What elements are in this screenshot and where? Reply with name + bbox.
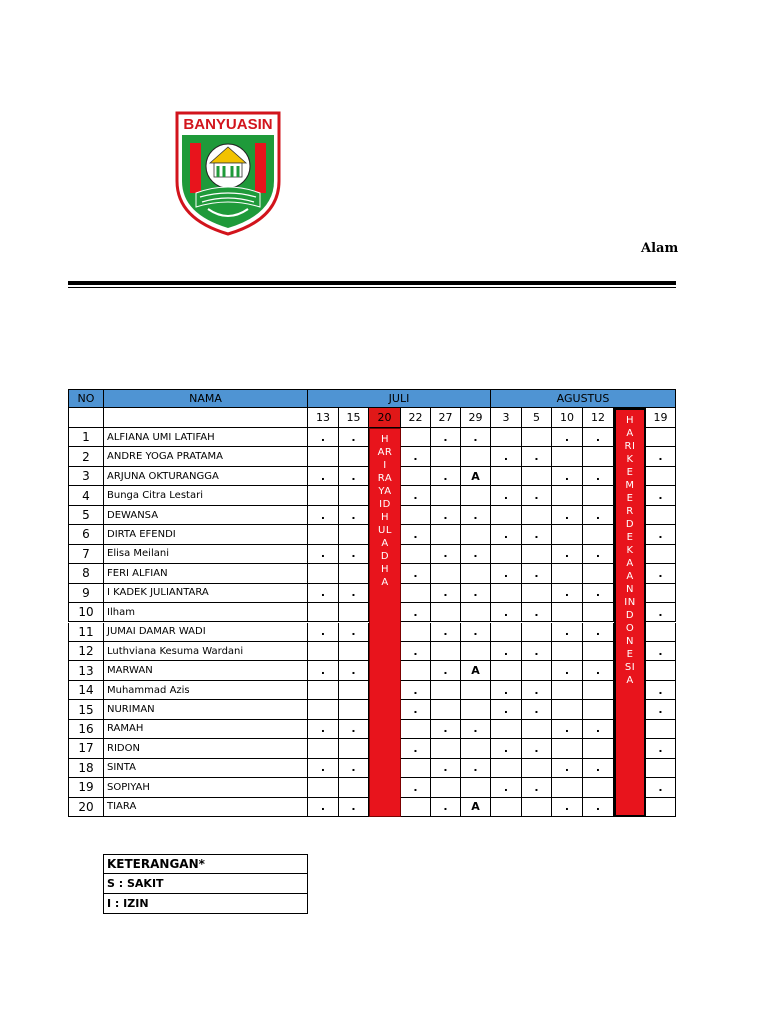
attendance-cell: . xyxy=(431,428,461,447)
row-number: 19 xyxy=(68,778,104,797)
holiday-letter: O xyxy=(625,623,635,634)
attendance-cell xyxy=(646,720,676,739)
holiday-letter: D xyxy=(625,610,635,621)
attendance-cell: . xyxy=(308,623,339,642)
student-name: Luthviana Kesuma Wardani xyxy=(104,642,308,661)
attendance-cell xyxy=(431,525,461,544)
attendance-cell: . xyxy=(308,545,339,564)
legend-item: S : SAKIT xyxy=(103,874,308,894)
attendance-cell: . xyxy=(491,447,522,466)
attendance-cell: . xyxy=(583,798,614,817)
attendance-cell xyxy=(461,681,491,700)
attendance-cell xyxy=(461,778,491,797)
attendance-cell xyxy=(431,739,461,758)
attendance-cell xyxy=(308,525,339,544)
attendance-cell: . xyxy=(552,545,583,564)
attendance-cell: . xyxy=(339,467,369,486)
attendance-cell xyxy=(339,739,369,758)
attendance-cell xyxy=(308,564,339,583)
header-no-blank xyxy=(68,408,104,428)
attendance-cell xyxy=(491,798,522,817)
attendance-cell: . xyxy=(431,506,461,525)
row-number: 3 xyxy=(68,467,104,486)
attendance-cell xyxy=(401,720,431,739)
attendance-cell xyxy=(308,603,339,622)
logo-text: BANYUASIN xyxy=(183,116,273,133)
day-header: 29 xyxy=(461,408,491,428)
attendance-cell: . xyxy=(522,642,552,661)
attendance-cell: . xyxy=(461,720,491,739)
attendance-cell: . xyxy=(461,428,491,447)
student-name: I KADEK JULIANTARA xyxy=(104,584,308,603)
holiday-letter: N xyxy=(626,636,634,647)
attendance-cell xyxy=(491,720,522,739)
attendance-cell: . xyxy=(646,700,676,719)
attendance-cell: . xyxy=(522,778,552,797)
holiday-letter: YA xyxy=(378,486,392,497)
attendance-cell xyxy=(308,681,339,700)
attendance-cell xyxy=(401,623,431,642)
attendance-cell xyxy=(583,739,614,758)
attendance-cell: . xyxy=(646,603,676,622)
attendance-cell: . xyxy=(401,700,431,719)
attendance-cell: . xyxy=(401,778,431,797)
holiday-letter: K xyxy=(626,545,634,556)
attendance-cell: . xyxy=(646,564,676,583)
student-name: RIDON xyxy=(104,739,308,758)
attendance-cell: . xyxy=(401,486,431,505)
attendance-cell: . xyxy=(522,681,552,700)
attendance-cell: . xyxy=(583,623,614,642)
attendance-cell xyxy=(308,739,339,758)
attendance-cell xyxy=(522,623,552,642)
attendance-cell xyxy=(552,603,583,622)
holiday-letter: AR xyxy=(377,447,393,458)
day-header: 20 xyxy=(369,408,401,428)
attendance-cell xyxy=(491,467,522,486)
holiday-kemerdekaan-column xyxy=(614,408,646,817)
attendance-cell xyxy=(461,447,491,466)
day-header: 5 xyxy=(522,408,552,428)
attendance-cell xyxy=(401,506,431,525)
attendance-cell: A xyxy=(461,661,491,680)
attendance-cell: . xyxy=(401,603,431,622)
attendance-cell xyxy=(646,506,676,525)
attendance-cell xyxy=(646,623,676,642)
holiday-letter: IN xyxy=(624,597,636,608)
attendance-cell: . xyxy=(583,661,614,680)
attendance-cell xyxy=(431,447,461,466)
attendance-cell xyxy=(401,428,431,447)
attendance-cell: . xyxy=(552,428,583,447)
student-name: Ilham xyxy=(104,603,308,622)
attendance-cell: . xyxy=(308,467,339,486)
row-number: 6 xyxy=(68,525,104,544)
attendance-cell: . xyxy=(646,681,676,700)
attendance-cell: . xyxy=(339,798,369,817)
attendance-cell: . xyxy=(552,798,583,817)
attendance-cell: . xyxy=(339,545,369,564)
attendance-cell xyxy=(552,564,583,583)
attendance-cell xyxy=(431,642,461,661)
attendance-cell xyxy=(583,700,614,719)
row-number: 14 xyxy=(68,681,104,700)
attendance-cell: . xyxy=(646,486,676,505)
holiday-letter: N xyxy=(626,584,634,595)
holiday-letter: E xyxy=(626,467,634,478)
attendance-cell xyxy=(646,661,676,680)
attendance-cell xyxy=(461,700,491,719)
day-header: 3 xyxy=(491,408,522,428)
attendance-cell xyxy=(401,467,431,486)
attendance-cell: . xyxy=(522,486,552,505)
attendance-cell: . xyxy=(339,428,369,447)
holiday-letter: H xyxy=(380,434,390,445)
attendance-cell xyxy=(308,486,339,505)
attendance-cell xyxy=(461,486,491,505)
day-header: 19 xyxy=(646,408,676,428)
attendance-cell xyxy=(522,545,552,564)
attendance-cell xyxy=(308,447,339,466)
attendance-cell: . xyxy=(339,584,369,603)
attendance-cell: . xyxy=(583,545,614,564)
attendance-cell: A xyxy=(461,798,491,817)
attendance-cell xyxy=(522,798,552,817)
student-name: TIARA xyxy=(104,798,308,817)
holiday-letter: H xyxy=(625,415,635,426)
attendance-cell: . xyxy=(552,623,583,642)
attendance-cell xyxy=(339,642,369,661)
attendance-cell xyxy=(552,700,583,719)
attendance-cell xyxy=(461,525,491,544)
attendance-cell: . xyxy=(491,739,522,758)
holiday-letter: I xyxy=(383,460,387,471)
student-name: ANDRE YOGA PRATAMA xyxy=(104,447,308,466)
attendance-cell xyxy=(491,428,522,447)
attendance-cell: . xyxy=(431,584,461,603)
day-header: 22 xyxy=(401,408,431,428)
holiday-letter: E xyxy=(626,493,634,504)
attendance-cell xyxy=(339,603,369,622)
attendance-cell xyxy=(552,525,583,544)
attendance-cell xyxy=(646,545,676,564)
holiday-letter: D xyxy=(380,551,390,562)
attendance-cell xyxy=(646,798,676,817)
row-number: 2 xyxy=(68,447,104,466)
attendance-cell xyxy=(491,545,522,564)
attendance-cell: . xyxy=(431,759,461,778)
attendance-cell: . xyxy=(552,720,583,739)
attendance-cell xyxy=(491,506,522,525)
attendance-cell: . xyxy=(646,642,676,661)
student-name: DIRTA EFENDI xyxy=(104,525,308,544)
row-number: 10 xyxy=(68,603,104,622)
attendance-cell: . xyxy=(431,661,461,680)
row-number: 17 xyxy=(68,739,104,758)
student-name: JUMAI DAMAR WADI xyxy=(104,623,308,642)
holiday-letter: A xyxy=(381,577,389,588)
attendance-cell: . xyxy=(461,759,491,778)
attendance-cell xyxy=(552,681,583,700)
attendance-cell: . xyxy=(308,798,339,817)
attendance-cell xyxy=(583,603,614,622)
attendance-cell xyxy=(401,759,431,778)
attendance-cell xyxy=(401,798,431,817)
row-number: 1 xyxy=(68,428,104,447)
attendance-cell: . xyxy=(308,720,339,739)
attendance-cell: . xyxy=(491,525,522,544)
attendance-cell xyxy=(431,681,461,700)
student-name: RAMAH xyxy=(104,720,308,739)
legend-title: KETERANGAN* xyxy=(103,854,308,874)
attendance-cell: . xyxy=(522,564,552,583)
attendance-cell: . xyxy=(522,525,552,544)
attendance-cell: . xyxy=(491,564,522,583)
attendance-cell: . xyxy=(646,778,676,797)
attendance-cell xyxy=(522,720,552,739)
legend-item: I : IZIN xyxy=(103,894,308,914)
attendance-cell xyxy=(552,642,583,661)
attendance-cell xyxy=(431,778,461,797)
attendance-cell xyxy=(339,778,369,797)
attendance-cell xyxy=(646,467,676,486)
attendance-cell: . xyxy=(522,447,552,466)
attendance-cell xyxy=(522,428,552,447)
attendance-cell: . xyxy=(583,759,614,778)
attendance-cell xyxy=(522,661,552,680)
attendance-cell: . xyxy=(461,506,491,525)
attendance-cell: . xyxy=(522,700,552,719)
attendance-cell: . xyxy=(646,447,676,466)
attendance-cell xyxy=(308,778,339,797)
holiday-letter: A xyxy=(381,538,389,549)
student-name: SOPIYAH xyxy=(104,778,308,797)
attendance-cell: . xyxy=(431,798,461,817)
row-number: 12 xyxy=(68,642,104,661)
attendance-cell xyxy=(583,486,614,505)
attendance-cell: . xyxy=(491,642,522,661)
day-header: 27 xyxy=(431,408,461,428)
attendance-cell xyxy=(339,486,369,505)
attendance-cell: . xyxy=(646,739,676,758)
attendance-cell: . xyxy=(583,720,614,739)
attendance-cell: . xyxy=(552,661,583,680)
day-header: 12 xyxy=(583,408,614,428)
attendance-cell: . xyxy=(461,584,491,603)
attendance-cell: . xyxy=(461,545,491,564)
attendance-cell xyxy=(401,545,431,564)
attendance-cell xyxy=(491,584,522,603)
holiday-letter: H xyxy=(380,512,390,523)
attendance-cell: . xyxy=(491,700,522,719)
row-number: 16 xyxy=(68,720,104,739)
attendance-cell: . xyxy=(491,486,522,505)
student-name: DEWANSA xyxy=(104,506,308,525)
day-header: 13 xyxy=(308,408,339,428)
attendance-cell: . xyxy=(308,661,339,680)
holiday-letter: SI xyxy=(624,662,636,673)
attendance-cell xyxy=(522,584,552,603)
attendance-cell: . xyxy=(552,584,583,603)
day-header: 10 xyxy=(552,408,583,428)
holiday-letter: RI xyxy=(624,441,636,452)
student-name: Elisa Meilani xyxy=(104,545,308,564)
holiday-letter: RA xyxy=(377,473,393,484)
header-name: NAMA xyxy=(104,389,308,408)
attendance-cell: . xyxy=(339,720,369,739)
attendance-cell xyxy=(583,525,614,544)
attendance-cell xyxy=(461,642,491,661)
student-name: SINTA xyxy=(104,759,308,778)
row-number: 15 xyxy=(68,700,104,719)
attendance-cell xyxy=(461,739,491,758)
attendance-cell xyxy=(646,759,676,778)
holiday-letter: UL xyxy=(378,525,392,536)
attendance-cell: . xyxy=(339,506,369,525)
attendance-cell: . xyxy=(401,564,431,583)
attendance-cell xyxy=(339,525,369,544)
header-month-agustus: AGUSTUS xyxy=(491,389,676,408)
attendance-cell: . xyxy=(646,525,676,544)
student-name: MARWAN xyxy=(104,661,308,680)
attendance-cell xyxy=(461,603,491,622)
holiday-letter: A xyxy=(626,428,634,439)
row-number: 13 xyxy=(68,661,104,680)
attendance-cell: . xyxy=(522,739,552,758)
attendance-cell: . xyxy=(308,428,339,447)
holiday-letter: ID xyxy=(379,499,391,510)
attendance-cell xyxy=(522,506,552,525)
attendance-cell: . xyxy=(583,506,614,525)
row-number: 7 xyxy=(68,545,104,564)
attendance-cell: . xyxy=(552,506,583,525)
attendance-cell: . xyxy=(431,720,461,739)
attendance-cell: . xyxy=(522,603,552,622)
student-name: Muhammad Azis xyxy=(104,681,308,700)
row-number: 11 xyxy=(68,623,104,642)
attendance-cell: . xyxy=(491,603,522,622)
attendance-cell xyxy=(552,778,583,797)
attendance-cell: . xyxy=(491,778,522,797)
attendance-cell xyxy=(583,642,614,661)
attendance-cell: . xyxy=(308,506,339,525)
holiday-letter: A xyxy=(626,571,634,582)
holiday-letter: E xyxy=(626,532,634,543)
attendance-cell: . xyxy=(583,584,614,603)
attendance-cell xyxy=(552,447,583,466)
attendance-cell: . xyxy=(401,739,431,758)
header-month-juli: JULI xyxy=(308,389,491,408)
row-number: 20 xyxy=(68,798,104,817)
attendance-cell xyxy=(646,584,676,603)
attendance-cell: . xyxy=(401,681,431,700)
attendance-cell xyxy=(583,681,614,700)
holiday-letter: M xyxy=(625,480,635,491)
attendance-cell xyxy=(491,759,522,778)
attendance-cell xyxy=(491,623,522,642)
attendance-cell xyxy=(401,661,431,680)
attendance-cell xyxy=(431,564,461,583)
attendance-cell xyxy=(522,467,552,486)
row-number: 8 xyxy=(68,564,104,583)
attendance-cell xyxy=(461,564,491,583)
attendance-cell xyxy=(431,603,461,622)
attendance-cell: . xyxy=(583,467,614,486)
attendance-cell xyxy=(308,642,339,661)
attendance-cell xyxy=(583,564,614,583)
student-name: FERI ALFIAN xyxy=(104,564,308,583)
holiday-letter: K xyxy=(626,454,634,465)
holiday-letter: A xyxy=(626,675,634,686)
holiday-letter: R xyxy=(626,506,634,517)
holiday-letter: E xyxy=(626,649,634,660)
student-name: ARJUNA OKTURANGGA xyxy=(104,467,308,486)
legend-box xyxy=(103,854,308,914)
header-name-blank xyxy=(104,408,308,428)
attendance-cell: . xyxy=(401,642,431,661)
row-number: 5 xyxy=(68,506,104,525)
attendance-cell: . xyxy=(308,584,339,603)
student-name: Bunga Citra Lestari xyxy=(104,486,308,505)
attendance-cell xyxy=(308,700,339,719)
attendance-cell: . xyxy=(431,467,461,486)
attendance-cell: . xyxy=(461,623,491,642)
header-no: NO xyxy=(68,389,104,408)
attendance-cell: . xyxy=(583,428,614,447)
attendance-cell: . xyxy=(431,545,461,564)
attendance-cell xyxy=(431,486,461,505)
attendance-cell: . xyxy=(339,623,369,642)
attendance-cell xyxy=(583,778,614,797)
attendance-cell: . xyxy=(339,759,369,778)
attendance-cell: . xyxy=(308,759,339,778)
attendance-cell xyxy=(339,700,369,719)
attendance-cell: . xyxy=(552,467,583,486)
attendance-cell: . xyxy=(401,447,431,466)
attendance-cell xyxy=(522,759,552,778)
attendance-cell xyxy=(646,428,676,447)
holiday-letter: H xyxy=(380,564,390,575)
student-name: ALFIANA UMI LATIFAH xyxy=(104,428,308,447)
holiday-letter: A xyxy=(626,558,634,569)
attendance-cell: . xyxy=(339,661,369,680)
address-text: Alam xyxy=(641,241,679,256)
attendance-cell xyxy=(401,584,431,603)
attendance-cell: . xyxy=(552,759,583,778)
holiday-letter: D xyxy=(625,519,635,530)
attendance-cell xyxy=(339,447,369,466)
row-number: 4 xyxy=(68,486,104,505)
holiday-idul-adha-column xyxy=(369,428,401,817)
attendance-cell xyxy=(339,564,369,583)
day-header: 15 xyxy=(339,408,369,428)
row-number: 9 xyxy=(68,584,104,603)
student-name: NURIMAN xyxy=(104,700,308,719)
attendance-cell xyxy=(552,486,583,505)
attendance-cell: . xyxy=(491,681,522,700)
attendance-cell: . xyxy=(401,525,431,544)
attendance-cell: A xyxy=(461,467,491,486)
attendance-cell xyxy=(583,447,614,466)
row-number: 18 xyxy=(68,759,104,778)
attendance-cell xyxy=(491,661,522,680)
attendance-cell xyxy=(552,739,583,758)
attendance-cell xyxy=(339,681,369,700)
attendance-cell xyxy=(431,700,461,719)
attendance-cell: . xyxy=(431,623,461,642)
